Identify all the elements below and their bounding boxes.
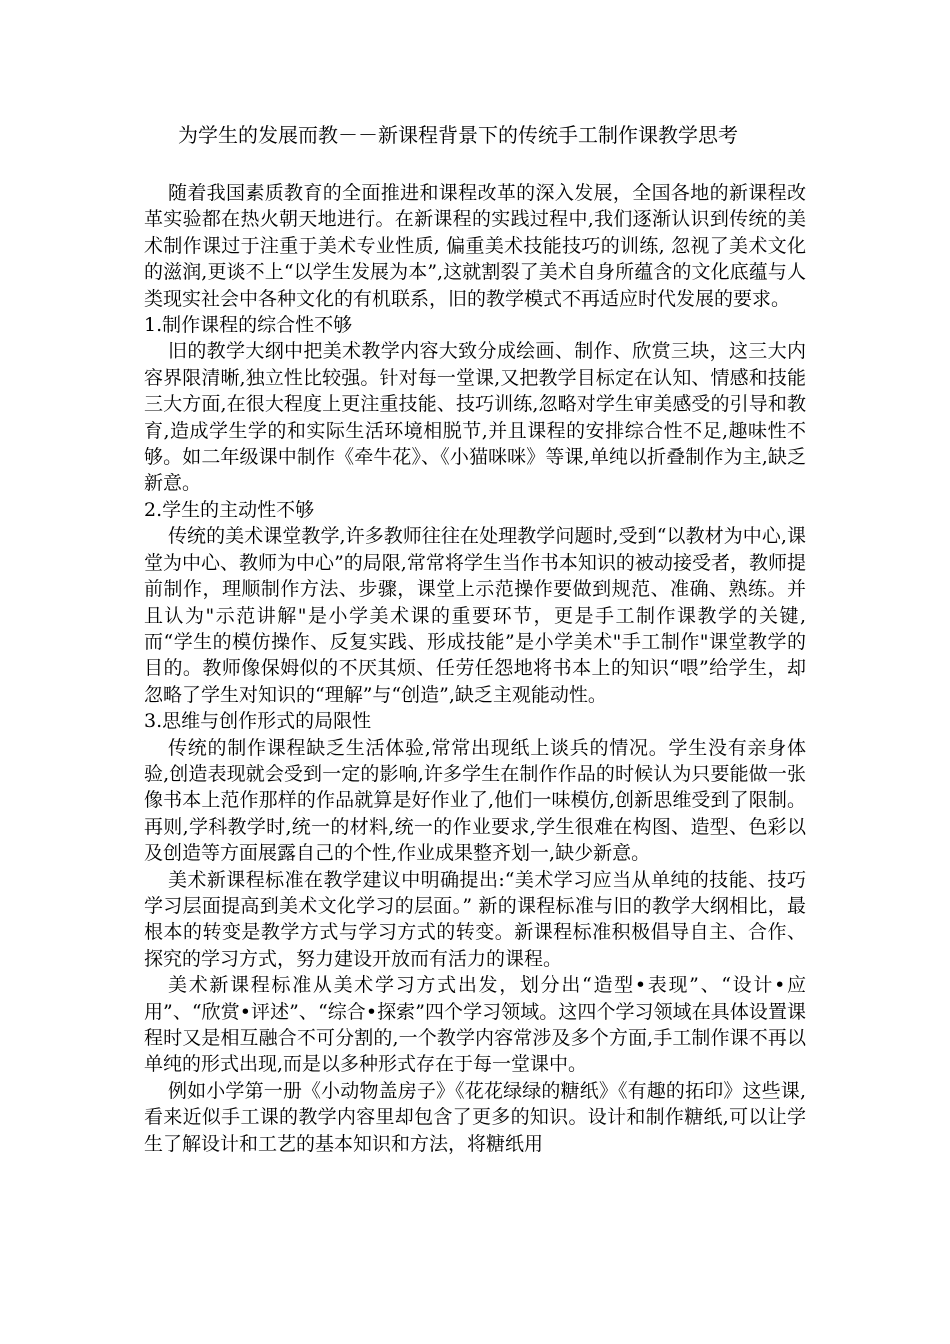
paragraph-learning-domains: 美术新课程标准从美术学习方式出发，划分出“造型•表现”、“设计•应用”、“欣赏•评述”、“综合•探索”四个学习领域。这四个学习领域在具体设置课程时又是相互融合不可分割的,一个教学内容常涉及多个方面,手工制作课不再以单纯的形式出现,而是以多种形式存在于每一堂课中。 — [144, 974, 806, 1076]
paragraph-intro: 随着我国素质教育的全面推进和课程改革的深入发展，全国各地的新课程改革实验都在热火朝天地进行。在新课程的实践过程中,我们逐渐认识到传统的美术制作课过于注重于美术专业性质, 偏重美术技能技巧的训练, 忽视了美术文化的滋润,更谈不上“以学生发展为本”,这就割裂了美术自身所蕴含的文化底蕴与人类现实社会中各种文化的有机联系，旧的教学模式不再适应时代发展的要求。 — [144, 182, 806, 310]
section-heading-3: 3.思维与创作形式的局限性 — [144, 710, 372, 733]
document-title: 为学生的发展而教－－新课程背景下的传统手工制作课教学思考 — [178, 123, 738, 147]
paragraph-section-2: 传统的美术课堂教学,许多教师往往在处理教学问题时,受到“以教材为中心,课堂为中心、教师为中心”的局限,常常将学生当作书本知识的被动接受者，教师提前制作，理顺制作方法、步骤，课堂上示范操作要做到规范、准确、熟练。并且认为"示范讲解"是小学美术课的重要环节，更是手工制作课教学的关键, 而“学生的模仿操作、反复实践、形成技能”是小学美术"手工制作"课堂教学的目的。教师像保姆似的不厌其烦、任劳任怨地将书本上的知识“喂”给学生，却忽略了学生对知识的“理解”与“创造”,缺乏主观能动性。 — [144, 525, 806, 706]
section-heading-2: 2.学生的主动性不够 — [144, 498, 315, 521]
paragraph-example: 例如小学第一册《小动物盖房子》《花花绿绿的糖纸》《有趣的拓印》这些课,看来近似手工课的教学内容里却包含了更多的知识。设计和制作糖纸,可以让学生了解设计和工艺的基本知识和方法，将糖纸用 — [144, 1079, 806, 1155]
document-page — [144, 118, 806, 1157]
paragraph-section-1: 旧的教学大纲中把美术教学内容大致分成绘画、制作、欣赏三块，这三大内容界限清晰,独立性比较强。针对每一堂课,又把教学目标定在认知、情感和技能三大方面,在很大程度上更注重技能、技巧训练,忽略对学生审美感受的引导和教育,造成学生学的和实际生活环境相脱节,并且课程的安排综合性不足,趣味性不够。如二年级课中制作《牵牛花》、《小猫咪咪》等课,单纯以折叠制作为主,缺乏新意。 — [144, 340, 806, 495]
section-heading-1: 1.制作课程的综合性不够 — [144, 314, 353, 337]
paragraph-curriculum-standard: 美术新课程标准在教学建议中明确提出:“美术学习应当从单纯的技能、技巧学习层面提高到美术文化学习的层面。” 新的课程标准与旧的教学大纲相比，最根本的转变是教学方式与学习方式的转变。新课程标准积极倡导自主、合作、探究的学习方式，努力建设开放而有活力的课程。 — [144, 868, 806, 970]
paragraph-section-3: 传统的制作课程缺乏生活体验,常常出现纸上谈兵的情况。学生没有亲身体验,创造表现就会受到一定的影响,许多学生在制作作品的时候认为只要能做一张像书本上范作那样的作品就算是好作业了,他们一味模仿,创新思维受到了限制。再则,学科教学时,统一的材料,统一的作业要求,学生很难在构图、造型、色彩以及创造等方面展露自己的个性,作业成果整齐划一,缺少新意。 — [144, 736, 806, 865]
